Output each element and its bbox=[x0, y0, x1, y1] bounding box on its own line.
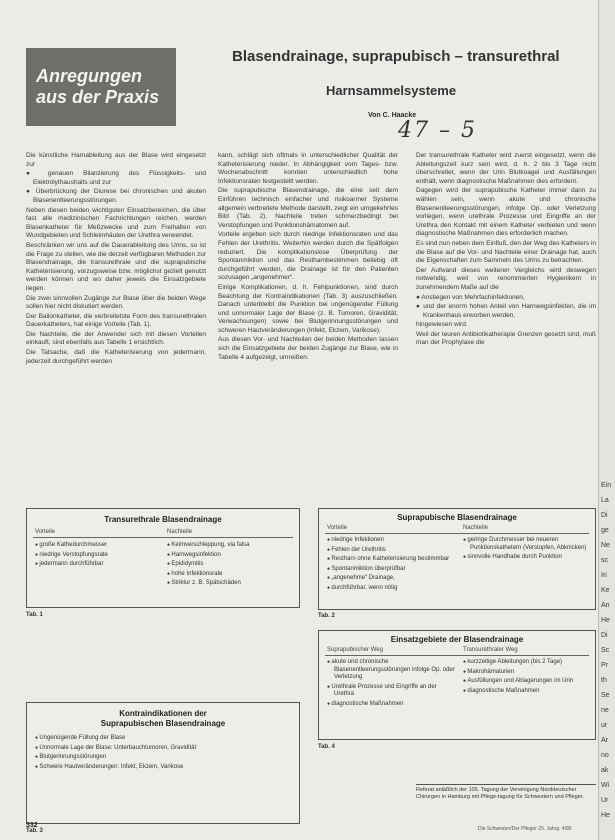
bullet-item: ● Überbrückung der Diurese bei chronischen und akuten Blasenentleerungsstörungen. bbox=[26, 188, 207, 204]
paragraph: Vorteile ergeben sich durch niedrige Infektionsraten und das Fehlen der Urethritis. Weiterhin werden durch die Spätfolgen reduziert. Die komplikationslose Überprüfung der Spontanmiktion und das Restharnbestimmen beliebig oft durchgeführt werden, die Drainage ist für den Patienten sozusagen „angenehmer“. bbox=[218, 231, 398, 282]
list-item: ● diagnostische Maßnahmen bbox=[463, 688, 591, 696]
adjacent-page-text: La bbox=[601, 497, 609, 504]
table-1-header-right: Nachteile bbox=[167, 529, 193, 535]
table-1 bbox=[26, 508, 300, 608]
paragraph: kann, schlägt sich oftmals in unterschiedlicher Qualität der Katheterisierung nieder. In Abhängigkeit vom Tages- bzw. Wochenabschnitt konnten unterschiedlich hohe Infektionsraten festgestellt werden. bbox=[218, 152, 398, 185]
adjacent-page-text: Iri bbox=[601, 572, 607, 579]
list-item: ● Epididymitis bbox=[167, 561, 295, 569]
article-subtitle: Harnsammelsysteme bbox=[326, 83, 457, 98]
adjacent-page-text: Ein bbox=[601, 482, 612, 489]
paragraph: Weil der teuren Antibiotikatherapie Grenzen gesetzt sind, muß man der Prophylaxe die bbox=[416, 330, 596, 347]
list-item: ● Fehlen der Urethritis bbox=[327, 547, 457, 555]
adjacent-page-text: ur bbox=[601, 722, 608, 729]
list-item: ● Schwere Hautveränderungen: Infekt, Ekzem, Varikose bbox=[35, 764, 285, 772]
bullet-item: ● genauen Bilanzierung des Flüssigkeits- und Elektrolythaushalts und zur bbox=[26, 170, 206, 186]
table-2-left-list bbox=[327, 537, 457, 595]
list-item: ● Unnormale Lage der Blase: Unterbauchtumoren, Gravidität bbox=[35, 745, 285, 753]
adjacent-page-text: Ke bbox=[601, 587, 610, 594]
table-4-rule bbox=[325, 655, 589, 656]
table-3 bbox=[26, 702, 300, 824]
table-4-right-list bbox=[463, 659, 591, 697]
adjacent-page-text: ak bbox=[601, 767, 609, 774]
list-item: ● jedermann durchführbar bbox=[35, 561, 157, 569]
section-banner bbox=[26, 48, 176, 126]
table-3-label: Tab. 3 bbox=[26, 828, 43, 834]
paragraph: Einige Komplikationen, d. h. Fehlpunktionen, sind durch Beachtung der Kontraindikationen (Tab. 3) auszuschließen. Danach unterbleibt die Punktion bei ungenügender Füllung und unnormaler Lage der Blase (z. B. Tumoren, Gravidität, Verwachsungen) sowie bei Blutgerinnungsstörungen und schweren Hautveränderungen (Infekt, Ekzem, Varikose). bbox=[218, 283, 398, 334]
banner-line-1: Anregungen bbox=[36, 66, 142, 86]
table-2-rule bbox=[325, 533, 589, 534]
list-item: ● diagnostische Maßnahmen bbox=[327, 701, 457, 709]
paragraph: Beschränken wir uns auf die Dauerableitung des Urins, so ist die Frage zu stellen, wie die derzeit verfügbaren Methoden zur Blasendrainage, die transurethrale und die suprapubische Katheterisierung, vorzugsweise bzw. möglichst gezielt genutzt werden können und wo daher jeweils die Einsatzgebiete liegen. bbox=[26, 241, 206, 292]
list-item: ● Harnwegsinfektion bbox=[167, 552, 295, 560]
list-item: ● Striktur z. B. Spätschäden bbox=[167, 580, 295, 588]
list-item: ● Urethrale Prozesse und Eingriffe an der Urethra bbox=[327, 684, 457, 699]
journal-footer: Die Schwester/Der Pfleger 25. Jahrg. 4/86 bbox=[478, 826, 572, 832]
table-4-title: Einsatzgebiete der Blasendrainage bbox=[390, 635, 524, 644]
paragraph: Aus diesen Vor- und Nachteilen der beiden Methoden lassen sich die Einsatzgebiete der beiden Zugänge zur Blase, wie in Tabelle 4 aufgezeigt, umreißen. bbox=[218, 336, 398, 361]
adjacent-page-text: He bbox=[601, 812, 610, 819]
table-1-right-list bbox=[167, 542, 295, 590]
list-item: ● sinnvolle Handhabe durch Punktion bbox=[463, 554, 591, 562]
adjacent-page-text: Pr bbox=[601, 662, 608, 669]
adjacent-page-text: th bbox=[601, 677, 607, 684]
adjacent-page-edge bbox=[598, 0, 615, 840]
table-3-title-2: Suprapubischen Blasendrainage bbox=[100, 719, 226, 728]
table-2-header-left: Vorteile bbox=[327, 525, 348, 531]
paragraph: Dagegen wird der suprapubische Katheter immer dann zu wählen sein, wenn akute und chronische Blasenentleerungsstörungen, infolge Op. oder Verletzung vorliegen, wenn urethrale Prozesse und Eingriffe an der Urethra den Kontakt mit einem Katheter verbieten und wenn diagnostische Maßnahmen dies erforderlich machen. bbox=[416, 187, 596, 238]
paragraph: Die künstliche Harnableitung aus der Blase wird eingesetzt zur bbox=[26, 152, 206, 168]
adjacent-page-text: An bbox=[601, 602, 610, 609]
table-1-rule bbox=[33, 537, 293, 538]
bullet-item: ● und der enorm hohen Anteil von Harnwegsinfekten, die im Krankenhaus erworben werden, bbox=[416, 303, 596, 319]
handwritten-note: 47 – 5 bbox=[398, 118, 477, 143]
table-4-left-list bbox=[327, 659, 457, 711]
adjacent-page-text: Se bbox=[601, 692, 610, 699]
table-4-header-right: Transurethraler Weg bbox=[463, 647, 518, 653]
adjacent-page-text: He bbox=[601, 617, 610, 624]
list-item: ● Ausfüllungen und Ablagerungen im Urin bbox=[463, 678, 591, 686]
table-3-list bbox=[35, 735, 285, 773]
list-item: ● Blutgerinnungsstörungen bbox=[35, 754, 285, 762]
paragraph: Der Aufwand dieses weiteren Vergleichs wird deswegen notwendig, weil von renommierten Hygienikern in zunehmendem Maße auf die bbox=[416, 266, 596, 291]
adjacent-page-text: Ar bbox=[601, 737, 608, 744]
adjacent-page-text: ne bbox=[601, 707, 609, 714]
list-item: ● hohe Infektionsrate bbox=[167, 571, 295, 579]
adjacent-page-text: Ur bbox=[601, 797, 609, 804]
list-item: ● durchführbar, wenn nötig bbox=[327, 585, 457, 593]
list-item: ● akute und chronische Blasenentleerungsstörungen infolge Op. oder Verletzung bbox=[327, 659, 457, 682]
list-item: ● niedrige Verstopfungsrate bbox=[35, 552, 157, 560]
table-4-label: Tab. 4 bbox=[318, 744, 335, 750]
table-3-title-1: Kontraindikationen der bbox=[119, 709, 207, 718]
adjacent-page-text: Di bbox=[601, 512, 608, 519]
table-2-header-right: Nachteile bbox=[463, 525, 489, 531]
bullet-item: ● Anstiegen von Mehrfachinfektionen, bbox=[416, 293, 525, 301]
list-item: ● Restharn ohne Katheterisierung bestimmbar bbox=[327, 556, 457, 564]
paragraph: Neben diesen beiden wichtigsten Einsatzbereichen, die über fast alle medizinischen Fachrichtungen reichen, werden Blasenkatheter für Meßzwecke und zum Freihalten von Wundgebieten und Schleimhäuten der Urethra verwendet. bbox=[26, 206, 206, 240]
adjacent-page-text: sc bbox=[601, 557, 608, 564]
table-2 bbox=[318, 508, 596, 610]
list-item: ● „angenehme“ Drainage, bbox=[327, 575, 457, 583]
text-column-3 bbox=[416, 152, 596, 349]
text-column-1 bbox=[26, 152, 206, 367]
adjacent-page-text: Ne bbox=[601, 542, 610, 549]
adjacent-page-text: ge bbox=[601, 527, 609, 534]
paragraph: Es sind nun neben dem Einfluß, den der Weg des Katheters in die Blase auf die Vor- und Nachteile einer Drainage hat, auch die Eigenschaften zum Sammeln des Urins zu betrachten. bbox=[416, 239, 596, 265]
page-number: 332 bbox=[26, 822, 38, 829]
list-item: ● Makrohämaturien bbox=[463, 669, 591, 677]
table-1-left-list bbox=[35, 542, 157, 571]
table-1-header-left: Vorteile bbox=[35, 529, 56, 535]
banner-line-2: aus der Praxis bbox=[36, 87, 160, 107]
paragraph: Die Tatsache, daß die Katheterisierung von jedermann, jederzeit durchgeführt werden bbox=[26, 349, 206, 365]
text-column-2 bbox=[218, 152, 398, 363]
adjacent-page-text: Wi bbox=[601, 782, 610, 789]
paragraph: Der transurethrale Katheter wird zuerst eingesetzt, wenn die Ableitungszeit kurz sein wird, d. h. 2 bis 3 Tage nicht überschreitet, wenn der Urin Blutkoagel und Ausfällungen enthält, wenn diagnostische Maßnahmen dies erfordern. bbox=[416, 152, 596, 185]
table-4-header-left: Suprapubischer Weg bbox=[327, 647, 383, 653]
paragraph: Die Nachteile, die der Anwender sich mit diesen Vorteilen einkauft, sind ebenfalls aus Tabelle 1 ersichtlich. bbox=[26, 330, 206, 347]
list-item: ● kurzzeitige Ableitungen (bis 2 Tage) bbox=[463, 659, 591, 667]
table-4 bbox=[318, 630, 596, 740]
table-2-right-list bbox=[463, 537, 591, 564]
adjacent-page-text: no bbox=[601, 752, 609, 759]
list-item: ● geringe Durchmesser bei neueren Punktionskathetern (Verstopfen, Abknicken) bbox=[463, 537, 591, 552]
list-item: ● Spontanmiktion überprüfbar bbox=[327, 566, 457, 574]
list-item: ● niedrige Infektionen bbox=[327, 537, 457, 545]
table-1-label: Tab. 1 bbox=[26, 612, 43, 618]
paragraph: Die suprapubische Blasendrainage, die eine seit dem Einführen technisch einfacher und risikoarmer Systeme allgemein verbreitete Methode darstellt, zeigt ein umgekehrtes Bild (Tab. 2). Nachteile treten schmerzbedingt bei Verstopfungen und Punktionshämatomen auf. bbox=[218, 187, 398, 229]
table-1-title: Transurethrale Blasendrainage bbox=[104, 515, 222, 524]
list-item: ● Keimverschleppung, via falsa bbox=[167, 542, 295, 550]
list-item: ● Ungenügende Füllung der Blase bbox=[35, 735, 285, 743]
adjacent-page-text: Sc bbox=[601, 647, 610, 654]
article-author: Von C. Haacke bbox=[368, 112, 417, 119]
paragraph: Die zwei sinnvollen Zugänge zur Blase über die beiden Wege sollen hier nicht diskutiert werden. bbox=[26, 294, 206, 311]
adjacent-page-text: Di bbox=[601, 632, 608, 639]
table-2-label: Tab. 2 bbox=[318, 613, 335, 619]
paragraph: hingewiesen wird. bbox=[416, 321, 468, 329]
table-2-title: Suprapubische Blasendrainage bbox=[397, 513, 517, 522]
article-title: Blasendrainage, suprapubisch – transurethral bbox=[232, 48, 560, 65]
list-item: ● große Kathedurchmesser bbox=[35, 542, 157, 550]
footnote: Referat anläßlich der 105. Tagung der Vereinigung Norddeutscher Chirurgen in Hamburg mit Pflege-tagung für Schwestern und Pfleger. bbox=[416, 784, 596, 801]
paragraph: Der Ballonkatheter, die verbreitetste Form des transurethralen Dauerkatheters, hat einige Vorteile (Tab. 1). bbox=[26, 312, 206, 329]
